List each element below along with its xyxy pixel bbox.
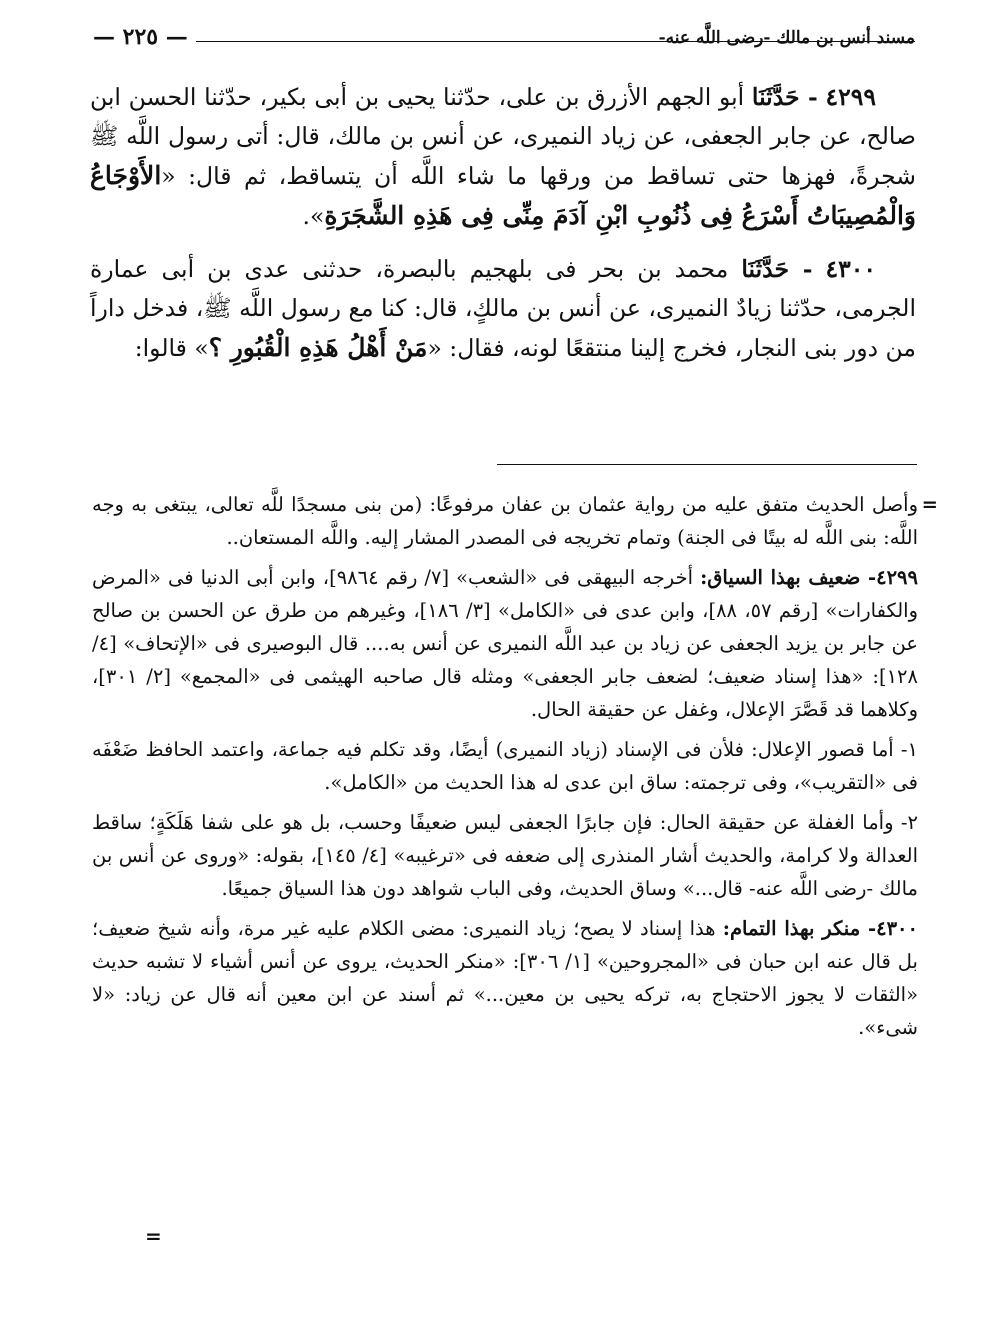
running-header xyxy=(85,22,915,58)
page-number: — ٢٢٥ — xyxy=(85,24,196,50)
footnote-continuation xyxy=(92,488,938,554)
hadith-matn: مَنْ أَهْلُ هَذِهِ الْقُبُورِ ؟ xyxy=(208,333,428,362)
continuation-end-mark: = xyxy=(145,1224,162,1248)
hadith-matn: الأَوْجَاعُ وَالْمُصِيبَاتُ أَسْرَعُ فِى ذُنُوبِ ابْنِ آدَمَ مِنِّى فِى هَذِهِ الشَّجَرَةِ xyxy=(90,161,916,230)
footnote-tag: ٤٣٠٠- منكر بهذا التمام: xyxy=(722,917,918,940)
continuation-mark: = xyxy=(921,493,938,516)
hadith-4299 xyxy=(90,78,916,236)
footnote-tag: ٤٢٩٩- ضعيف بهذا السياق: xyxy=(700,566,918,589)
header-title: مسند أنس بن مالك -رضى اللَّه عنه- xyxy=(653,28,915,48)
hadith-tail: ». xyxy=(302,202,325,230)
footnote-4299 xyxy=(92,561,918,726)
footnote-text: هذا إسناد لا يصح؛ زياد النميرى: مضى الكلام عليه غير مرة، وأنه شيخ ضعيف؛ بل قال عنه ابن حبان فى «المجروحين» [١/ ٣٠٦]: «منكر الحديث، يروى عن أنس أشياء لا تشبه حديث «الثقات لا يجوز الاحتجاج به، تركه يحيى بن معين...» ثم أسند عن ابن معين أنه قال عن زياد: «لا شىء». xyxy=(92,917,918,1039)
footnote-separator xyxy=(497,464,917,465)
footnote-text: ٢- وأما الغفلة عن حقيقة الحال: فإن جابرًا الجعفى ليس ضعيفًا وحسب، بل هو على شفا هَلَكَةٍ؛ ساقط العدالة ولا كرامة، والحديث أشار المنذرى إلى ضعفه فى «ترغيبه» [٤/ ١٤٥]، بقوله: «وروى عن أنس بن مالك -رضى اللَّه عنه- قال...» وساق الحديث، وفى الباب شواهد دون هذا السياق جميعًا. xyxy=(92,811,918,900)
footnote-text: وأصل الحديث متفق عليه من رواية عثمان بن عفان مرفوعًا: (من بنى مسجدًا للَّه تعالى، يبتغى به وجه اللَّه: بنى اللَّه له بيتًا فى الجنة) وتمام تخريجه فى المصدر المشار إليه. واللَّه المستعان.. xyxy=(92,493,918,549)
hadith-4300 xyxy=(90,250,916,368)
hadith-tail: » قالوا: xyxy=(134,334,209,362)
header-rule xyxy=(180,41,915,42)
hadith-number: ٤٣٠٠ xyxy=(825,255,876,283)
page-number-value: ٢٢٥ xyxy=(122,24,159,50)
hadith-isnad: محمد بن بحر فى بلهجيم بالبصرة، حدثنى عدى بن أبى عمارة الجرمى، حدّثنا زيادٌ النميرى، عن أنس بن مالكٍ، قال: كنا مع رسول اللَّه ﷺ، فدخل داراً من دور بنى النجار، فخرج إلينا منتقعًا لونه، فقال: « xyxy=(90,255,916,362)
footnote-4299-point-2 xyxy=(92,806,918,905)
footnote-text: أخرجه البيهقى فى «الشعب» [٧/ رقم ٩٨٦٤]، وابن أبى الدنيا فى «المرض والكفارات» [رقم ٥٧، ٨٨]، وابن عدى فى «الكامل» [٣/ ١٨٦]، وغيرهم من طرق عن الحسن بن صالح عن جابر بن يزيد الجعفى عن زياد بن عبد اللَّه النميرى عن أنس به.... قال البوصيرى فى «الإتحاف» [٤/ ١٢٨]: «هذا إسناد ضعيف؛ لضعف جابر الجعفى» ومثله قال صاحبه الهيثمى فى «المجمع» [٢/ ٣٠١]، وكلاهما قد قَصَّرَ الإعلال، وغفل عن حقيقة الحال. xyxy=(92,566,918,721)
footnotes-block xyxy=(92,488,938,1051)
hadith-text-block xyxy=(90,78,916,382)
footnote-4299-point-1 xyxy=(92,733,918,799)
footnote-4300 xyxy=(92,912,918,1044)
hadith-lead: - حَدَّثَنَا xyxy=(741,255,813,283)
hadith-lead: - حَدَّثَنَا xyxy=(751,83,818,111)
hadith-isnad: أبو الجهم الأزرق بن على، حدّثنا يحيى بن أبى بكير، حدّثنا الحسن ابن صالح، عن جابر الجعفى، عن زياد النميرى، عن أنس بن مالك، قال: أتى رسول اللَّه ﷺ شجرةً، فهزها حتى تساقط من ورقها ما شاء اللَّه أن يتساقط، ثم قال: « xyxy=(90,83,916,190)
hadith-number: ٤٢٩٩ xyxy=(825,83,876,111)
footnote-text: ١- أما قصور الإعلال: فلأن فى الإسناد (زياد النميرى) أيضًا، وقد تكلم فيه جماعة، واعتمد الحافظ ضَعْفَه فى «التقريب»، وفى ترجمته: ساق ابن عدى له هذا الحديث من «الكامل». xyxy=(92,738,918,794)
